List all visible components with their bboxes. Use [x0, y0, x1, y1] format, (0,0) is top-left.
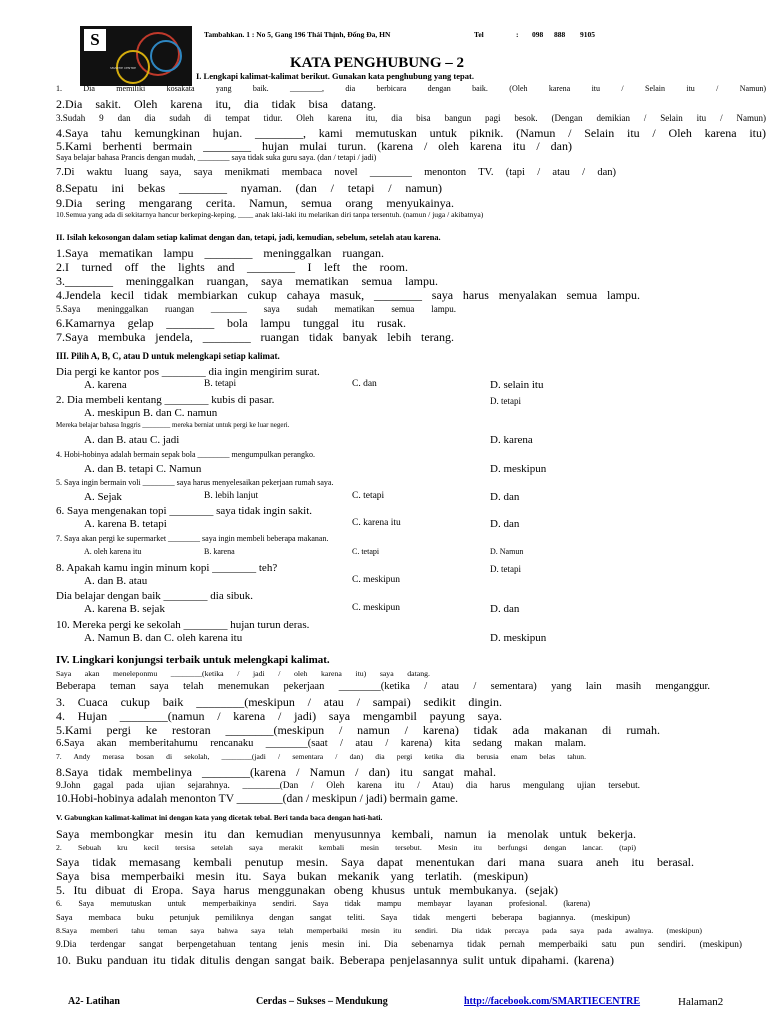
- mcq-option-a[interactable]: A. dan B. atau C. jadi: [84, 434, 180, 446]
- footer-facebook-link[interactable]: http://facebook.com/SMARTIECENTRE: [464, 996, 641, 1007]
- s5-item-1: Saya membongkar mesin itu dan kemudian menyusunnya kembali, namun ia menolak untuk bekerja.: [56, 827, 636, 841]
- s4-item-7: 7. Andy merasa bosan di sekolah, ________(jadi / sementara / dan) dia pergi ketika dia berusia enam belas tahun.: [56, 752, 586, 761]
- s5-item-2: 2. Sebuah kru kecil tersisa setelah saya merakit kembali mesin tersebut. Mesin itu berfungsi dengan lancar. (tapi): [56, 843, 636, 852]
- mcq-question: Mereka belajar bahasa Inggris ________ mereka berniat untuk pergi ke luar negeri.: [56, 421, 290, 429]
- s1-item-7: 7.Di waktu luang saya, saya menikmati membaca novel ________ menonton TV. (tapi / atau / dan): [56, 167, 616, 178]
- s1-item-8: 8.Sepatu ini bekas ________ nyaman. (dan / tetapi / namun): [56, 181, 442, 195]
- mcq-question: 7. Saya akan pergi ke supermarket ________ saya ingin membeli beberapa makanan.: [56, 534, 329, 543]
- s2-item-6: 6.Kamarnya gelap ________ bola lampu tunggal itu rusak.: [56, 316, 406, 330]
- s4-item-5: 5.Kami pergi ke restoran ________(meskipun / namun / karena) tidak ada makanan di rumah.: [56, 723, 660, 737]
- s2-item-2: 2.I turned off the lights and ________ I left the room.: [56, 260, 408, 274]
- s1-item-9: 9.Dia sering mengarang cerita. Namun, semua orang menyukainya.: [56, 196, 454, 210]
- s2-item-7: 7.Saya membuka jendela, ________ ruangan tidak banyak lebih terang.: [56, 330, 454, 344]
- mcq-option-c[interactable]: C. tetapi: [352, 547, 380, 556]
- mcq-option-d[interactable]: D. tetapi: [490, 396, 521, 406]
- s2-item-4: 4.Jendela kecil tidak membiarkan cukup cahaya masuk, ________ saya harus menyalakan semua lampu.: [56, 288, 640, 302]
- mcq-option-a[interactable]: A. karena B. tetapi: [84, 518, 167, 530]
- mcq-option-d[interactable]: D. dan: [490, 518, 520, 530]
- logo-text: SMARTIE CENTRE: [110, 66, 137, 70]
- header-tel-3: 9105: [580, 30, 595, 39]
- mcq-option-b[interactable]: B. tetapi: [204, 379, 237, 389]
- mcq-option-a[interactable]: A. Namun B. dan C. oleh karena itu: [84, 632, 243, 644]
- mcq-option-d[interactable]: D. karena: [490, 434, 533, 446]
- mcq-question: 10. Mereka pergi ke sekolah ________ hujan turun deras.: [56, 619, 310, 631]
- s5-item-6: 6. Saya memutuskan untuk memperbaikinya sendiri. Saya tidak mampu membayar layanan profesional. (karena): [56, 899, 590, 908]
- s4-item-2: Beberapa teman saya telah menemukan pekerjaan ________(ketika / atau / sementara) yang lain masih menganggur.: [56, 681, 710, 692]
- s1-item-4: 4.Saya tahu kemungkinan hujan. ________, kami memutuskan untuk piknik. (Namun / Selain itu / Oleh karena itu): [56, 126, 766, 140]
- section-5-heading: V. Gabungkan kalimat-kalimat ini dengan kata yang dicetak tebal. Beri tanda baca dengan hati-hati.: [56, 813, 383, 822]
- mcq-question: Dia pergi ke kantor pos ________ dia ingin mengirim surat.: [56, 366, 320, 378]
- mcq-option-a[interactable]: A. dan B. atau: [84, 575, 148, 587]
- s4-item-6: 6.Saya akan memberitahumu rencanaku ________(saat / atau / karena) kita sedang makan malam.: [56, 738, 586, 749]
- mcq-option-a[interactable]: A. karena: [84, 379, 127, 391]
- logo-letter: S: [84, 29, 106, 51]
- mcq-question: 5. Saya ingin bermain voli ________ saya harus menyelesaikan pekerjaan rumah saya.: [56, 478, 334, 487]
- header-tel-2: 888: [554, 30, 566, 39]
- header-tel-1: 098: [532, 30, 544, 39]
- mcq-question: 2. Dia membeli kentang ________ kubis di pasar.: [56, 394, 275, 406]
- mcq-option-c[interactable]: C. meskipun: [352, 575, 401, 585]
- mcq-option-d[interactable]: D. Namun: [490, 547, 524, 556]
- mcq-option-c[interactable]: C. karena itu: [352, 518, 401, 528]
- section-4-heading: IV. Lingkari konjungsi terbaik untuk melengkapi kalimat.: [56, 654, 330, 666]
- footer-page-number: Halaman2: [678, 996, 724, 1008]
- s4-item-9: 9.John gagal pada ujian sejarahnya. ________(Dan / Oleh karena itu / Atau) dia harus mengulang ujian tersebut.: [56, 781, 640, 791]
- s1-item-5: 5.Kami berhenti bermain ________ hujan mulai turun. (karena / oleh karena itu / dan): [56, 139, 572, 153]
- s5-item-7: Saya membaca buku petunjuk pemiliknya dengan sangat teliti. Saya tidak mengerti beberapa bagiannya. (meskipun): [56, 912, 630, 922]
- mcq-option-b[interactable]: B. lebih lanjut: [204, 491, 259, 501]
- s4-item-3: 3. Cuaca cukup baik ________(meskipun / atau / sampai) sedikit dingin.: [56, 695, 502, 709]
- s5-item-3: Saya tidak memasang kembali penutup mesin. Saya dapat menentukan dari mana suara aneh itu berasal.: [56, 855, 694, 869]
- mcq-question: Dia belajar dengan baik ________ dia sibuk.: [56, 590, 254, 602]
- page-title: KATA PENGHUBUNG – 2: [290, 55, 465, 71]
- s2-item-5: 5.Saya meninggalkan ruangan ________ saya sudah mematikan semua lampu.: [56, 304, 456, 314]
- mcq-option-d[interactable]: D. meskipun: [490, 463, 547, 475]
- mcq-option-d[interactable]: D. tetapi: [490, 564, 521, 574]
- mcq-option-c[interactable]: C. tetapi: [352, 491, 385, 501]
- s2-item-1: 1.Saya mematikan lampu ________ meninggalkan ruangan.: [56, 246, 384, 260]
- header-tel-sep: :: [516, 30, 519, 39]
- section-3-heading: III. Pilih A, B, C, atau D untuk melengkapi setiap kalimat.: [56, 351, 280, 361]
- mcq-option-d[interactable]: D. dan: [490, 603, 520, 615]
- mcq-option-a[interactable]: A. karena B. sejak: [84, 603, 165, 615]
- s1-item-10: 10.Semua yang ada di sekitarnya hancur berkeping-keping, ____ anak laki-laki itu melarikan diri tanpa tersentuh. (namun / juga / akibatnya): [56, 210, 484, 219]
- s1-item-3: 3.Sudah 9 dan dia sudah di tempat tidur. Oleh karena itu, dia bisa bangun pagi besok. (Dengan demikian / Selain itu / Namun): [56, 113, 766, 123]
- mcq-question: 6. Saya mengenakan topi ________ saya tidak ingin sakit.: [56, 505, 313, 517]
- footer-left: A2- Latihan: [68, 996, 120, 1007]
- s5-item-8: 8.Saya memberi tahu teman saya bahwa saya telah memperbaiki mesin itu sendiri. Dia tidak percaya pada saya pada awalnya. (meskipun): [56, 926, 702, 935]
- mcq-option-c[interactable]: C. dan: [352, 379, 377, 389]
- header-tel-label: Tel: [474, 30, 484, 39]
- s4-item-8: 8.Saya tidak membelinya ________(karena / Namun / dan) itu sangat mahal.: [56, 765, 496, 779]
- s5-item-5: 5. Itu dibuat di Eropa. Saya harus menggunakan obeng khusus untuk membukanya. (sejak): [56, 883, 558, 897]
- s1-item-6: Saya belajar bahasa Prancis dengan mudah, ________ saya tidak suka guru saya. (dan / tetapi / jadi): [56, 153, 377, 162]
- section-2-heading: II. Isilah kekosongan dalam setiap kalimat dengan dan, tetapi, jadi, kemudian, sebelum, setelah atau karena.: [56, 233, 441, 242]
- s4-item-1: Saya akan meneleponmu ________(ketika / jadi / oleh karena itu) saya datang.: [56, 669, 430, 678]
- s1-item-2: 2.Dia sakit. Oleh karena itu, dia tidak bisa datang.: [56, 97, 376, 111]
- mcq-option-c[interactable]: C. meskipun: [352, 603, 401, 613]
- s5-item-10: 10. Buku panduan itu tidak ditulis dengan sangat baik. Beberapa penjelasannya sulit untuk dipahami. (karena): [56, 953, 614, 967]
- section-1-heading: I. Lengkapi kalimat-kalimat berikut. Gunakan kata penghubung yang tepat.: [196, 71, 474, 81]
- s4-item-4: 4. Hujan ________(namun / karena / jadi) saya mengambil payung saya.: [56, 709, 502, 723]
- mcq-option-d[interactable]: D. selain itu: [490, 379, 544, 391]
- s4-item-10: 10.Hobi-hobinya adalah menonton TV ________(dan / meskipun / jadi) bermain game.: [56, 793, 458, 805]
- s1-item-1: 1. Dia memiliki kosakata yang baik. ________, dia berbicara dengan baik. (Oleh karena itu / Selain itu / Namun): [56, 84, 766, 93]
- mcq-option-d[interactable]: D. meskipun: [490, 632, 547, 644]
- mcq-option-a[interactable]: A. oleh karena itu: [84, 547, 142, 556]
- mcq-question: 8. Apakah kamu ingin minum kopi ________ teh?: [56, 562, 278, 574]
- mcq-question: 4. Hobi-hobinya adalah bermain sepak bola ________ mengumpulkan perangko.: [56, 450, 316, 459]
- header-address: Tambahkan. 1 : No 5, Gang 196 Thái Thịnh, Đống Đa, HN: [204, 30, 391, 39]
- mcq-option-b[interactable]: B. karena: [204, 547, 235, 556]
- mcq-option-a[interactable]: A. meskipun B. dan C. namun: [84, 407, 218, 419]
- s2-item-3: 3.________ meninggalkan ruangan, saya mematikan semua lampu.: [56, 274, 438, 288]
- mcq-option-a[interactable]: A. Sejak: [84, 491, 122, 503]
- mcq-option-a[interactable]: A. dan B. tetapi C. Namun: [84, 463, 202, 475]
- s5-item-4: Saya bisa memperbaiki mesin itu. Saya bukan mekanik yang terlatih. (meskipun): [56, 869, 528, 883]
- mcq-option-d[interactable]: D. dan: [490, 491, 520, 503]
- footer-center: Cerdas – Sukses – Mendukung: [256, 996, 388, 1007]
- s5-item-9: 9.Dia terdengar sangat berpengetahuan tentang jenis mesin ini. Dia sebenarnya tidak pernah memperbaiki satu pun sendiri. (meskipun): [56, 940, 742, 950]
